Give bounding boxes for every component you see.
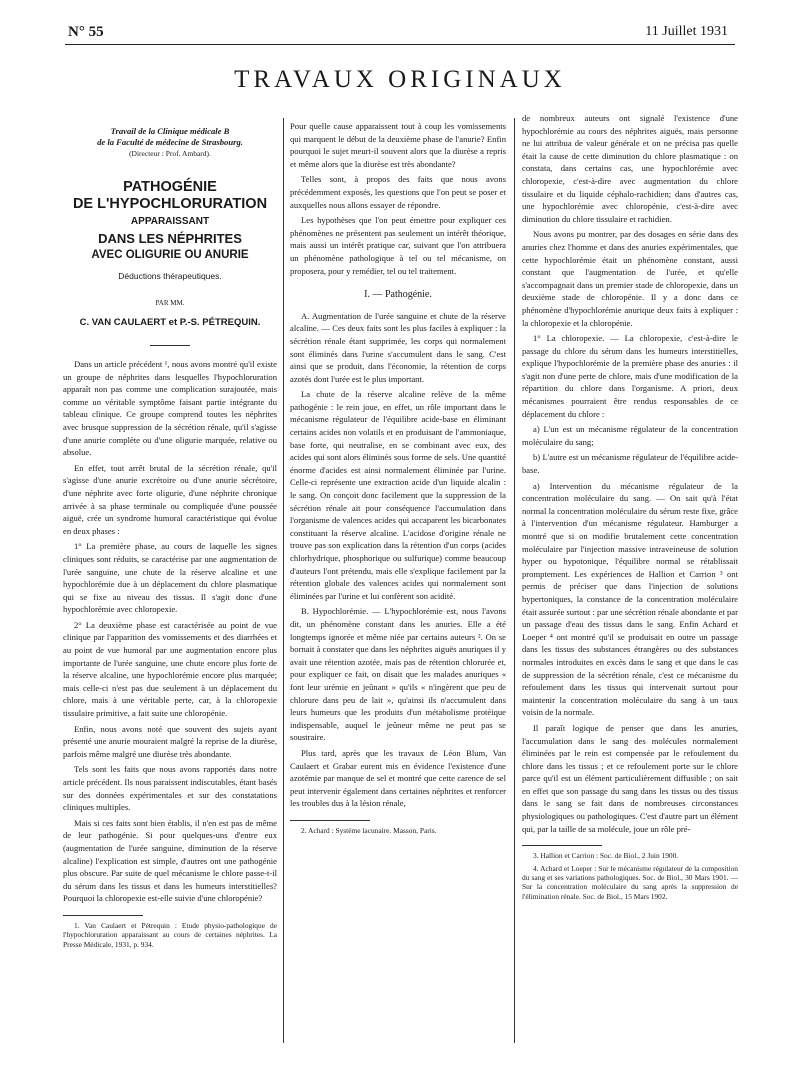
affiliation xyxy=(63,126,277,159)
paragraph: Dans un article précédent ¹, nous avons montré qu'il existe un groupe de néphrites dans lesquelles l'hypochloruration apparaît non pas comme une complication surajoutée, mais comme un véritable symptôme faisant partie intégrante du tableau clinique. Ce groupe comprend toutes les néphrites avec brusque suppression de la sécrétion rénale, qu'il s'agisse d'une anurie complète ou d'une oligurie marquée, relative ou absolue. xyxy=(63,359,277,458)
footnote: 1. Van Caulaert et Pétrequin : Etude physio-pathologique de l'hypochloruration apparaissant au cours de certaines néphrites. La Presse Médicale, 1931, p. 934. xyxy=(63,920,277,949)
paragraph: Tels sont les faits que nous avons rapportés dans notre article précédent. Ils nous paraissent indiscutables, étant basés sur des données expérimentales et sur des constatations cliniques multiples. xyxy=(63,764,277,813)
paragraph: Plus tard, après que les travaux de Léon Blum, Van Caulaert et Grabar eurent mis en évidence l'existence d'une azotémie par manque de sel et montré que cette carence de sel peut intervenir également dans certaines néphrites et renforcer les troubles dus à la lésion rénale, xyxy=(290,747,506,809)
paragraph: a) L'un est un mécanisme régulateur de la concentration moléculaire du sang; xyxy=(522,424,738,447)
paragraph: Pour quelle cause apparaissent tout à coup les vomissements qui marquent le début de la deuxième phase de l'anurie? Enfin pourquoi le sujet meurt-il souvent alors que la diurèse a repris et même alors que la diurèse est très abondante? xyxy=(290,121,506,169)
paragraph: A. Augmentation de l'urée sanguine et chute de la réserve alcaline. — Ces deux faits sont les plus faciles à expliquer : la sécrétion rénale étant supprimée, les corps qui normalement sont éliminés dans l'urine s'accumulent dans le sang. C'est ainsi que se produit, dans l'économie, la rétention de corps azotés dont l'urée est le plus important. xyxy=(290,310,506,384)
title-line: APPARAISSANT xyxy=(130,216,210,227)
paragraph: Mais si ces faits sont bien établis, il n'en est pas de même de leur pathogénie. Si pour quelques-uns d'entre eux (augmentation de l'urée sanguine, diminution de la réserve alcaline) l'explication est simple, d'autres ont une pathogénie plus obscure. Par suite de quel mécanisme le chlore passe-t-il du sérum dans les tissus et dans les humeurs interstitielles? Pourquoi la chloropexie est-elle suivie d'une chloropénie? xyxy=(63,817,277,904)
paragraph: B. Hypochlorémie. — L'hypochlorémie est, nous l'avons dit, un phénomène constant dans les anuries. Elle a été longtemps ignorée et même niée par certains auteurs ². On se bornait à constater que dans les néphrites aiguës anuriques il y avait une rétention azotée, mais pas de rétention chlorurée et, pour expliquer ce fait, on disait que les malades anuriques « font leur urémie en jeûnant » qu'ils « n'ingèrent que peu de chlorure dans peu de lait », qu'ainsi ils n'accumulent dans leurs humeurs que les produits d'un métabolisme protéique indispensable, auquel le jeûneur même ne peut pas se soustraire. xyxy=(290,606,506,743)
title-line: AVEC OLIGURIE OU ANURIE xyxy=(91,249,249,261)
paragraph: 1° La première phase, au cours de laquelle les signes cliniques sont réduits, se caractérise par une augmentation de l'urée sanguine, une chute de la réserve alcaline et une hypochlorémie due à un déplacement du chlore plasmatique qui se fixe au niveau des tissus. Il s'agit donc d'une hypochlorémie avec chloropexie. xyxy=(63,541,277,615)
title-line: PATHOGÉNIE xyxy=(123,179,217,195)
paragraph: Les hypothèses que l'on peut émettre pour expliquer ces phénomènes ne présentent pas seulement un intérêt théorique, mais aussi un intérêt pratique car, suivant que l'on attribuera un phénomène pathologique à tel ou tel mécanisme, on proposera, pour y remédier, tel ou tel traitement. xyxy=(290,215,506,276)
paragraph: 1° La chloropexie. — La chloropexie, c'est-à-dire le passage du chlore du sérum dans les humeurs interstitielles, explique l'hypochlorémie de la première phase des anuries : il s'agit non d'une perte de chlore, mais d'une modification de la répartition du chlore dans l'organisme. A priori, deux mécanismes pourraient être rendus responsables de ce déplacement du chlore : xyxy=(522,333,738,419)
paragraph: En effet, tout arrêt brutal de la sécrétion rénale, qu'il s'agisse d'une anurie excrétoire ou d'une anurie sécrétoire, d'une néphrite avec forte oligurie, d'une néphrite chronique arrivée à sa phase terminale ou compliquée d'une poussée aiguë, crée un syndrome humoral caractéristique qui évolue en deux phases : xyxy=(63,462,277,536)
paragraph: 2° La deuxième phase est caractérisée au point de vue clinique par l'apparition des vomissements et des diarrhées et au point de vue humoral par une augmentation encore plus importante de l'urée sanguine, une chute encore plus forte de la réserve alcaline, une hypochlorémie encore plus marquée; mais celle-ci n'est pas due seulement à un déplacement du chlore, mais à une véritable perte, car, à la chloropexie tissulaire primitive, a fait suite une chloropénie. xyxy=(63,619,277,719)
header-rule xyxy=(65,44,735,45)
paragraph: La chute de la réserve alcaline relève de la même pathogénie : le rein joue, en effet, un rôle important dans le mécanisme régulateur de l'équilibre acide-base en éliminant certains acides non volatils et en produisant de l'ammoniaque, base forte, qui neutralise, en se combinant avec eux, des acides qui sont alors éliminés sous forme de sels. Une quantité énorme d'acides est ainsi normalement éliminée par l'urine. Celle-ci représente une extraction acide d'un liquide alcalin : le sang. On conçoit donc facilement que la suppression de la sécrétion rénale ait pour conséquence l'accumulation dans l'organisme de valences acides qui accaparent les bicarbonates constituant la réserve alcaline. L'acidose d'origine rénale ne trouve pas son explication dans la rétention d'un corps (acides chlorhydrique, phosphorique ou sulfurique) comme beaucoup d'auteurs l'ont prétendu, mais elle s'explique facilement par la rétention globale des valences acides qui normalement sont éliminées par l'urine et lui confèrent son acidité. xyxy=(290,389,506,601)
affiliation-director: (Directeur : Prof. Ambard). xyxy=(129,149,211,158)
footnote-rule xyxy=(522,845,602,846)
title-line: DANS LES NÉPHRITES xyxy=(98,231,242,246)
section-heading: I. — Pathogénie. xyxy=(364,289,432,301)
paragraph: Nous avons pu montrer, par des dosages en série dans des anuries chez l'homme et dans des anuries expérimentales, que cette hypochlorémie était un phénomène constant, aussi constant que l'augmentation de l'urée, et qu'elle s'accompagnait dans un premier stade de chloropexie, dans un deuxième stade de chloropénie. Il y a donc dans ce phénomène d'hypochlorémie anurique deux faits à expliquer : la chloropexie et la chloropénie. xyxy=(522,229,738,328)
footnote-rule xyxy=(290,820,370,821)
section-title: TRAVAUX ORIGINAUX xyxy=(234,66,566,93)
column-1 xyxy=(63,120,277,952)
title-line: DE L'HYPOCHLORURATION xyxy=(72,196,268,212)
paragraph: b) L'autre est un mécanisme régulateur de l'équilibre acide-base. xyxy=(522,452,738,476)
affiliation-line: Travail de la Clinique médicale B xyxy=(110,126,230,136)
paragraph: a) Intervention du mécanisme régulateur de la concentration moléculaire du sang. — On sait qu'à l'état normal la concentration moléculaire du sérum reste fixe, grâce à l'intervention d'un mécanisme régulateur. Hamburger a montré que si on modifie brutalement cette concentration moléculaire par l'injection massive intraveineuse de solution hyper ou hypotonique, l'équilibre normal se rétablissait promptement. Les expériences de Hallion et Carrion ³ ont permis de préciser que dans l'injection de solutions hypertoniques, la constance de la concentration moléculaire était assurée surtout : par une sécrétion rénale abondante et par un passage d'eau des tissus dans le sang. Enfin Achard et Loeper ⁴ ont montré qu'il se produisait en outre un passage dans les tissus des substances étrangères ou des substances normales introduites en excès dans le sang et que dans le cas de suppression de la sécrétion rénale, c'est ce mécanisme du refoulement dans les tissus qui intervenait surtout pour maintenir la concentration moléculaire du sang à un taux voisin de la normale. xyxy=(522,480,738,718)
paragraph: Il paraît logique de penser que dans les anuries, l'accumulation dans le sang des molécules normalement éliminées par le rein est compensée par le refoulement du chlore dans les tissus ; et ce refoulement porte sur le chlore parce qu'il est un élément particulièrement diffusible ; on sait en effet que son passage du sang dans les tissus ou des tissus dans le sang se fait dans de nombreuses circonstances physiologiques ou pathologiques. C'est d'autre part un élément qui, par la taille de sa molécule, joue un rôle pré- xyxy=(522,722,738,834)
affiliation-line: de la Faculté de médecine de Strasbourg. xyxy=(97,137,243,147)
article-title xyxy=(63,179,277,331)
authors: C. VAN CAULAERT et P.-S. PÉTREQUIN. xyxy=(79,317,261,328)
column-divider xyxy=(283,118,284,1043)
footnote: 3. Hallion et Carrion : Soc. de Biol., 2 Juin 1900. xyxy=(533,851,679,861)
title-rule xyxy=(150,345,190,346)
footnote: 2. Achard : Système lacunaire. Masson, Paris. xyxy=(301,825,437,835)
issue-date: 11 Juillet 1931 xyxy=(645,24,728,39)
paragraph: Telles sont, à propos des faits que nous avons précédemment exposés, les questions que l'on peut se poser et auxquelles nous allons essayer de répondre. xyxy=(290,174,506,210)
column-3 xyxy=(522,112,738,904)
footnote: 4. Achard et Loeper : Sur le mécanisme régulateur de la composition du sang et ses variations pathologiques. Soc. de Biol., 30 Mars 1901. — Sur la concentration moléculaire du sang après la suppression de l'élimination rénale. Soc. de Biol., 15 Mars 1902. xyxy=(522,863,738,901)
issue-number: N° 55 xyxy=(68,24,104,40)
by-line: PAR MM. xyxy=(155,299,185,307)
article-subtitle: Déductions thérapeutiques. xyxy=(118,271,222,281)
paragraph: Enfin, nous avons noté que souvent des sujets ayant présenté une anurie mouraient malgré la reprise de la diurèse, parfois même malgré une diurèse très abondante. xyxy=(63,723,277,759)
column-2 xyxy=(290,120,506,838)
paragraph: de nombreux auteurs ont signalé l'existence d'une hypochlorémie au cours des néphrites aiguës, mais personne ne lui attribua de valeur générale et on ne précisa pas quelle était la cause de cette diminution du chlore plasmatique : on constata, dans certains cas, une hypochlorémie avec chloropexie, c'est-à-dire avec augmentation du chlore tissulaire et du liquide céphalo-rachidien; dans d'autres cas, une hypochlorémie avec chloropénie, c'est-à-dire avec diminution du chlore tissulaire et rachidien. xyxy=(522,113,738,224)
footnote-rule xyxy=(63,915,143,916)
column-divider xyxy=(514,118,515,1043)
